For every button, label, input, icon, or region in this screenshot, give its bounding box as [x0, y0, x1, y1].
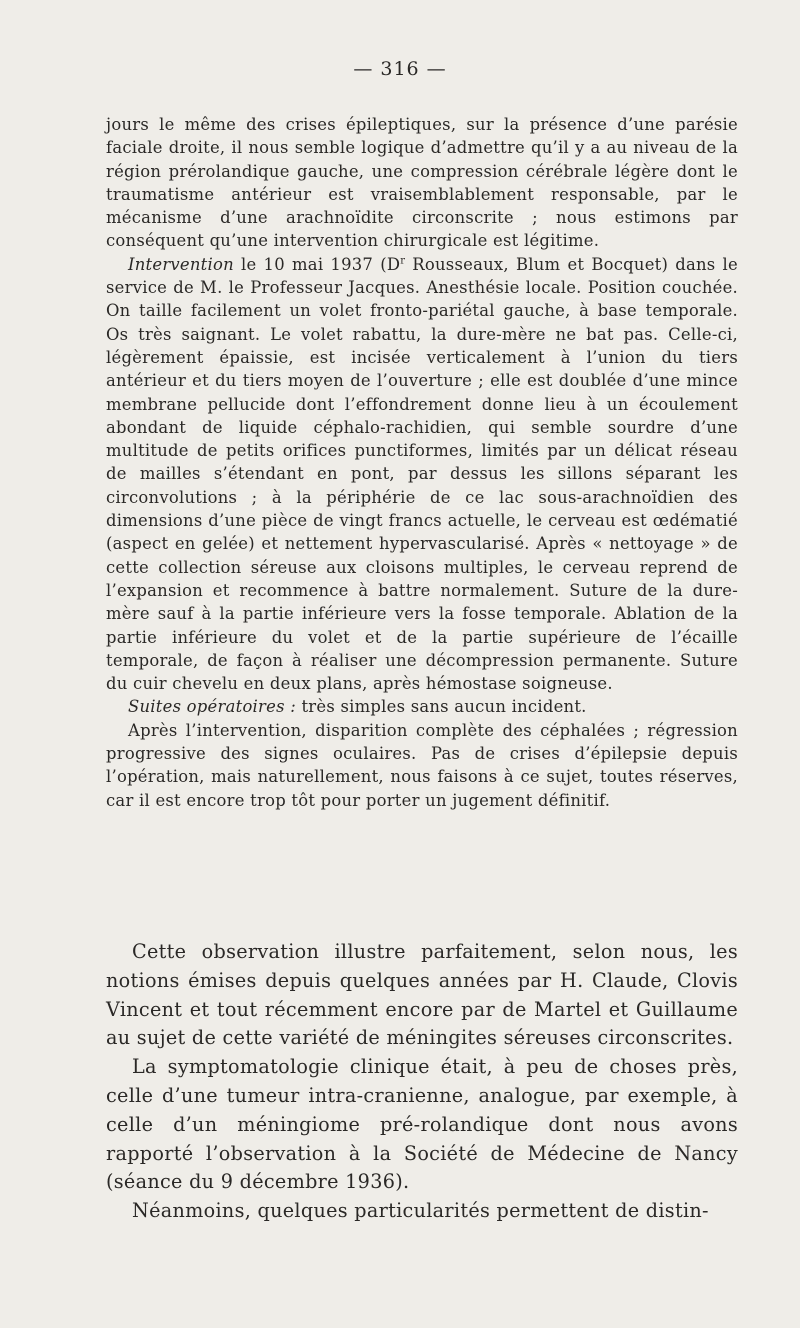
paragraph-discussion-2: La symptomatologie clinique était, à peu de choses près, celle d’une tumeur intra-cranienne, analogue, par exemple, à celle d’un méningiome pré-rolandique dont nous avons rapporté l’observation à la Société de Médecine de Nancy (séance du 9 décembre 1936). — [106, 1055, 738, 1194]
paragraph-intervention — [106, 253, 738, 696]
observation-block — [106, 113, 738, 812]
discussion-block — [106, 938, 738, 1226]
postop-label: Suites opératoires : — [128, 697, 296, 717]
paragraph-discussion-3: Néanmoins, quelques particularités permettent de distin- — [132, 1199, 709, 1223]
doctor-abbrev-sup: r — [400, 255, 406, 267]
page-number: — 316 — — [353, 58, 447, 80]
paragraph-postop — [106, 695, 738, 718]
intervention-label: Intervention — [128, 254, 234, 274]
postop-text: très simples sans aucun incident. — [295, 697, 587, 717]
intervention-text: Rousseaux, Blum et Bocquet) dans le service de M. le Professeur Jacques. Anesthésie locale. Position couchée. On taille facilement un volet fronto-pariétal gauche, à base temporale. Os très saignant. Le volet rabattu, la dure-mère ne bat pas. Celle-ci, légèrement épaissie, est incisée verticalement à l’union du tiers antérieur et du tiers moyen de l’ouverture ; elle est doublée d’une mince membrane pellucide dont l’effondrement donne lieu à un écoulement abondant de liquide céphalo-rachidien, qui semble sourdre d’une multitude de petits orifices punctiformes, limités par un délicat réseau de mailles s’étendant en pont, par dessus les sillons séparant les circonvolutions ; à la périphérie de ce lac sous-arachnoïdien des dimensions d’une pièce de vingt francs actuelle, le cerveau est œdématié (aspect en gelée) et nettement hypervascularisé. Après « nettoyage » de cette collection séreuse aux cloisons multiples, le cerveau reprend de l’expansion et recommence à battre normalement. Suture de la dure-mère sauf à la partie inférieure vers la fosse temporale. Ablation de la partie inférieure du volet et de la partie supérieure de l’écaille temporale, de façon à réaliser une décompression permanente. Suture du cuir chevelu en deux plans, après hémostase soigneuse. — [106, 254, 739, 694]
paragraph-discussion-1: Cette observation illustre parfaitement, selon nous, les notions émises depuis quelques années par H. Claude, Clovis Vincent et tout récemment encore par de Martel et Guillaume au sujet de cette variété de méningites séreuses circonscrites. — [106, 940, 738, 1050]
paragraph-clinical-reasoning: jours le même des crises épileptiques, sur la présence d’une parésie faciale droite, il nous semble logique d’admettre qu’il y a au niveau de la région prérolandique gauche, une compression cérébrale légère dont le traumatisme antérieur est vraisemblablement responsable, par le mécanisme d’une arachnoïdite circonscrite ; nous estimons par conséquent qu’une intervention chirurgicale est légitime. — [106, 115, 738, 251]
intervention-date: le 10 mai 1937 (D — [233, 254, 401, 274]
paragraph-outcome: Après l’intervention, disparition complète des céphalées ; régression progressive des signes oculaires. Pas de crises d’épilepsie depuis l’opération, mais naturellement, nous faisons à ce sujet, toutes réserves, car il est encore trop tôt pour porter un jugement définitif. — [106, 720, 738, 810]
